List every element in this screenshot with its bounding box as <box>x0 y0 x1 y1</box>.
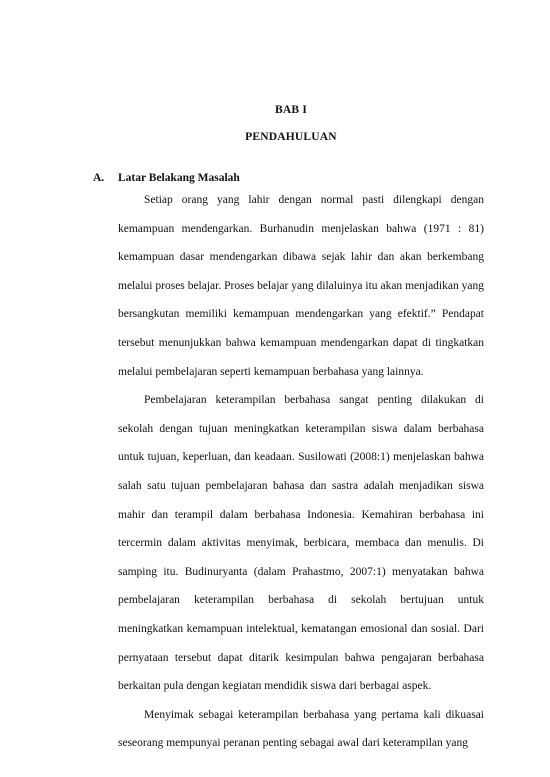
chapter-title: PENDAHULUAN <box>245 131 337 143</box>
section-title: Latar Belakang Masalah <box>118 172 240 184</box>
paragraph: Pembelajaran keterampilan berbahasa sangat penting dilakukan di sekolah dengan tujuan meningkatkan keterampilan siswa dalam berbahasa untuk tujuan, keperluan, dan keadaan. Susilowati (2008:1) menjelaskan bahwa salah satu tujuan pembelajaran bahasa dan sastra adalah menjadikan siswa mahir dan terampil dalam berbahasa Indonesia. Kemahiran berbahasa ini tercermin dalam aktivitas menyimak, berbicara, membaca dan menulis. Di samping itu. Budinuryanta (dalam Prahastmo, 2007:1) menyatakan bahwa pembelajaran keterampilan berbahasa di sekolah bertujuan untuk meningkatkan kemampuan intelektual, kematangan emosional dan sosial. Dari pernyataan tersebut dapat ditarik kesimpulan bahwa pengajaran berbahasa berkaitan pula dengan kegiatan mendidik siswa dari berbagai aspek. <box>118 394 484 693</box>
paragraph: Menyimak sebagai keterampilan berbahasa yang pertama kali dikuasai seseorang mempunyai peranan penting sebagai awal dari keterampilan yang <box>118 708 484 750</box>
chapter-number: BAB I <box>275 104 307 116</box>
body-text <box>118 186 484 758</box>
section-heading <box>93 172 240 184</box>
paragraph: Setiap orang yang lahir dengan normal pasti dilengkapi dengan kemampuan mendengarkan. Burhanudin menjelaskan bahwa (1971 : 81) kemampuan dasar mendengarkan dibawa sejak lahir dan akan berkembang melalui proses belajar. Proses belajar yang dilaluinya itu akan menjadikan yang bersangkutan memiliki kemampuan mendengarkan yang efektif.” Pendapat tersebut menunjukkan bahwa kemampuan mendengarkan dapat di tingkatkan melalui pembelajaran seperti kemampuan berbahasa yang lainnya. <box>118 194 484 378</box>
section-letter: A. <box>93 172 105 184</box>
